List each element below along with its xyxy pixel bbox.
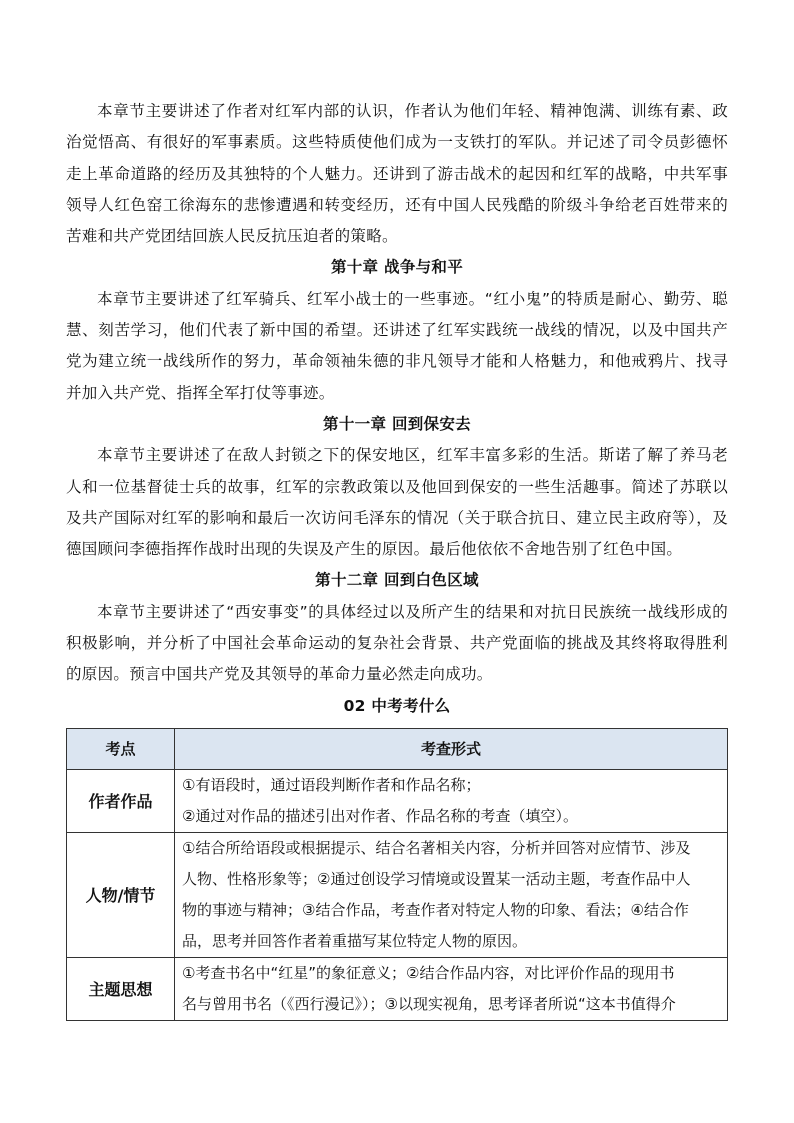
document-content [66, 96, 728, 1021]
form-line: ②通过对作品的描述引出对作者、作品名称的考查（填空）。 [182, 806, 578, 825]
form-line: 名与曾用书名（《西行漫记》）；③以现实视角，思考译者所说“这本书值得介 [182, 994, 676, 1013]
chapter-11-paragraph: 本章节主要讲述了在敌人封锁之下的保安地区，红军丰富多彩的生活。斯诺了解了养马老人和一位基督徒士兵的故事，红军的宗教政策以及他回到保安的一些生活趣事。简述了苏联以及共产国际对红军的影响和最后一次访问毛泽东的情况（关于联合抗日、建立民主政府等），及德国顾问李德指挥作战时出现的失误及产生的原因。最后他依依不舍地告别了红色中国。 [66, 446, 728, 559]
chapter-12-heading: 第十二章 回到白色区域 [315, 571, 479, 590]
table-row [67, 769, 728, 832]
form-line: ①结合所给语段或根据提示、结合名著相关内容，分析并回答对应情节、涉及 [182, 838, 691, 857]
table-row [67, 957, 728, 1020]
exam-section-title: 02 中考考什么 [343, 696, 451, 715]
exam-points-table [66, 728, 728, 1021]
table-header-row [67, 728, 728, 769]
chapter-10-paragraph: 本章节主要讲述了红军骑兵、红军小战士的一些事迹。“红小鬼”的特质是耐心、勤劳、聪慧、刻苦学习，他们代表了新中国的希望。还讲述了红军实践统一战线的情况，以及中国共产党为建立统一战线所作的努力，革命领袖朱德的非凡领导才能和人格魅力，和他戒鸦片、找寻并加入共产党、指挥全军打仗等事迹。 [66, 289, 728, 402]
chapter-12-paragraph: 本章节主要讲述了“西安事变”的具体经过以及所产生的结果和对抗日民族统一战线形成的积极影响，并分析了中国社会革命运动的复杂社会背景、共产党面临的挑战及其终将取得胜利的原因。预言中国共产党及其领导的革命力量必然走向成功。 [66, 602, 728, 684]
row-theme-point: 主题思想 [67, 957, 175, 1020]
row-character-plot-form [175, 832, 728, 957]
header-exam-form: 考查形式 [175, 728, 728, 769]
form-line: 物的事迹与精神；③结合作品，考查作者对特定人物的印象、看法；④结合作 [182, 900, 689, 919]
row-theme-form [175, 957, 728, 1020]
chapter-11-heading: 第十一章 回到保安去 [323, 414, 471, 433]
row-author-work-form [175, 769, 728, 832]
table-row [67, 832, 728, 957]
intro-paragraph: 本章节主要讲述了作者对红军内部的认识，作者认为他们年轻、精神饱满、训练有素、政治觉悟高、有很好的军事素质。这些特质使他们成为一支铁打的军队。并记述了司令员彭德怀走上革命道路的经历及其独特的个人魅力。还讲到了游击战术的起因和红军的战略，中共军事领导人红色窑工徐海东的悲惨遭遇和转变经历，还有中国人民残酷的阶级斗争给老百姓带来的苦难和共产党团结回族人民反抗压迫者的策略。 [66, 102, 728, 246]
row-author-work-point: 作者作品 [67, 769, 175, 832]
form-line: 人物、性格形象等；②通过创设学习情境或设置某一活动主题，考查作品中人 [182, 869, 691, 888]
form-line: 品，思考并回答作者着重描写某位特定人物的原因。 [182, 931, 528, 950]
form-line: ①有语段时，通过语段判断作者和作品名称； [182, 775, 481, 794]
header-exam-point: 考点 [67, 728, 175, 769]
row-character-plot-point: 人物/情节 [67, 832, 175, 957]
form-line: ①考查书名中“红星”的象征意义；②结合作品内容，对比评价作品的现用书 [182, 963, 675, 982]
chapter-10-heading: 第十章 战争与和平 [330, 258, 464, 277]
